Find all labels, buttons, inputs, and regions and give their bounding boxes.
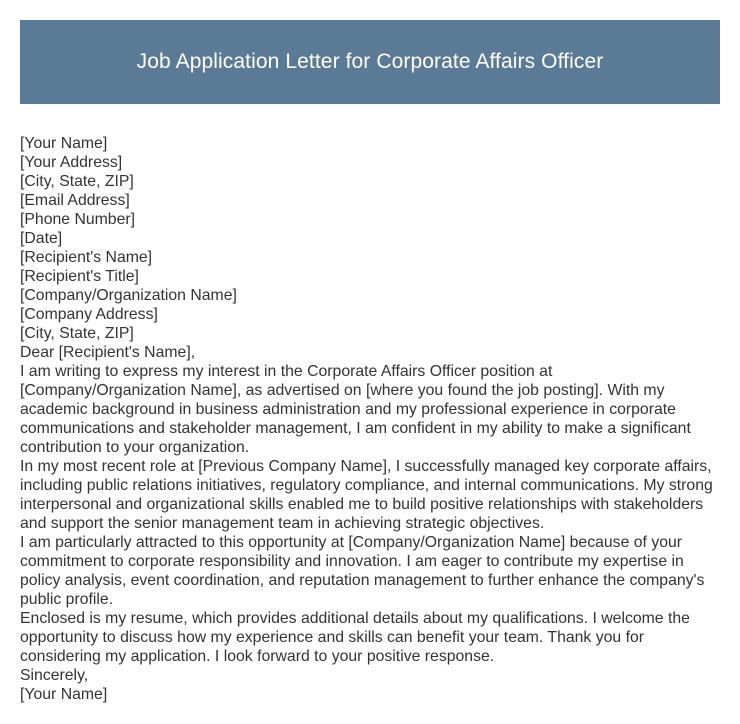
closing: Sincerely, [20,667,89,684]
signature: [Your Name] [20,686,108,703]
paragraph-experience: In my most recent role at [Previous Company Name], I successfully managed key corporate affairs, including public relations initiatives, regulatory compliance, and internal communications. My strong interpersonal and organizational skills enabled me to build positive relationships with stakeholders and support the senior management team in achieving strategic objectives. [20,458,713,532]
paragraph-motivation: I am particularly attracted to this opportunity at [Company/Organization Name] because of your commitment to corporate responsibility and innovation. I am eager to contribute my expertise in policy analysis, event coordination, and reputation management to further enhance the company's public profile. [20,534,705,608]
recipient-organization: [Company/Organization Name] [20,287,237,304]
title-banner [20,20,720,104]
page-title: Job Application Letter for Corporate Affairs Officer [136,50,604,73]
sender-email: [Email Address] [20,192,130,209]
salutation: Dear [Recipient's Name], [20,344,196,361]
sender-name: [Your Name] [20,135,108,152]
letter-body [20,134,720,704]
paragraph-interest: I am writing to express my interest in the Corporate Affairs Officer position at [Company/Organization Name], as advertised on [where you found the job posting]. With my academic background in business administration and my professional experience in corporate communications and stakeholder management, I am confident in my ability to make a significant contribution to your organization. [20,363,691,456]
sender-address: [Your Address] [20,154,123,171]
recipient-title: [Recipient's Title] [20,268,139,285]
letter-date: [Date] [20,230,63,247]
recipient-city-state-zip: [City, State, ZIP] [20,325,134,342]
sender-phone: [Phone Number] [20,211,136,228]
sender-city-state-zip: [City, State, ZIP] [20,173,134,190]
paragraph-closing: Enclosed is my resume, which provides additional details about my qualifications. I welcome the opportunity to discuss how my experience and skills can benefit your team. Thank you for considering my application. I look forward to your positive response. [20,610,690,665]
recipient-name: [Recipient's Name] [20,249,153,266]
recipient-address: [Company Address] [20,306,158,323]
